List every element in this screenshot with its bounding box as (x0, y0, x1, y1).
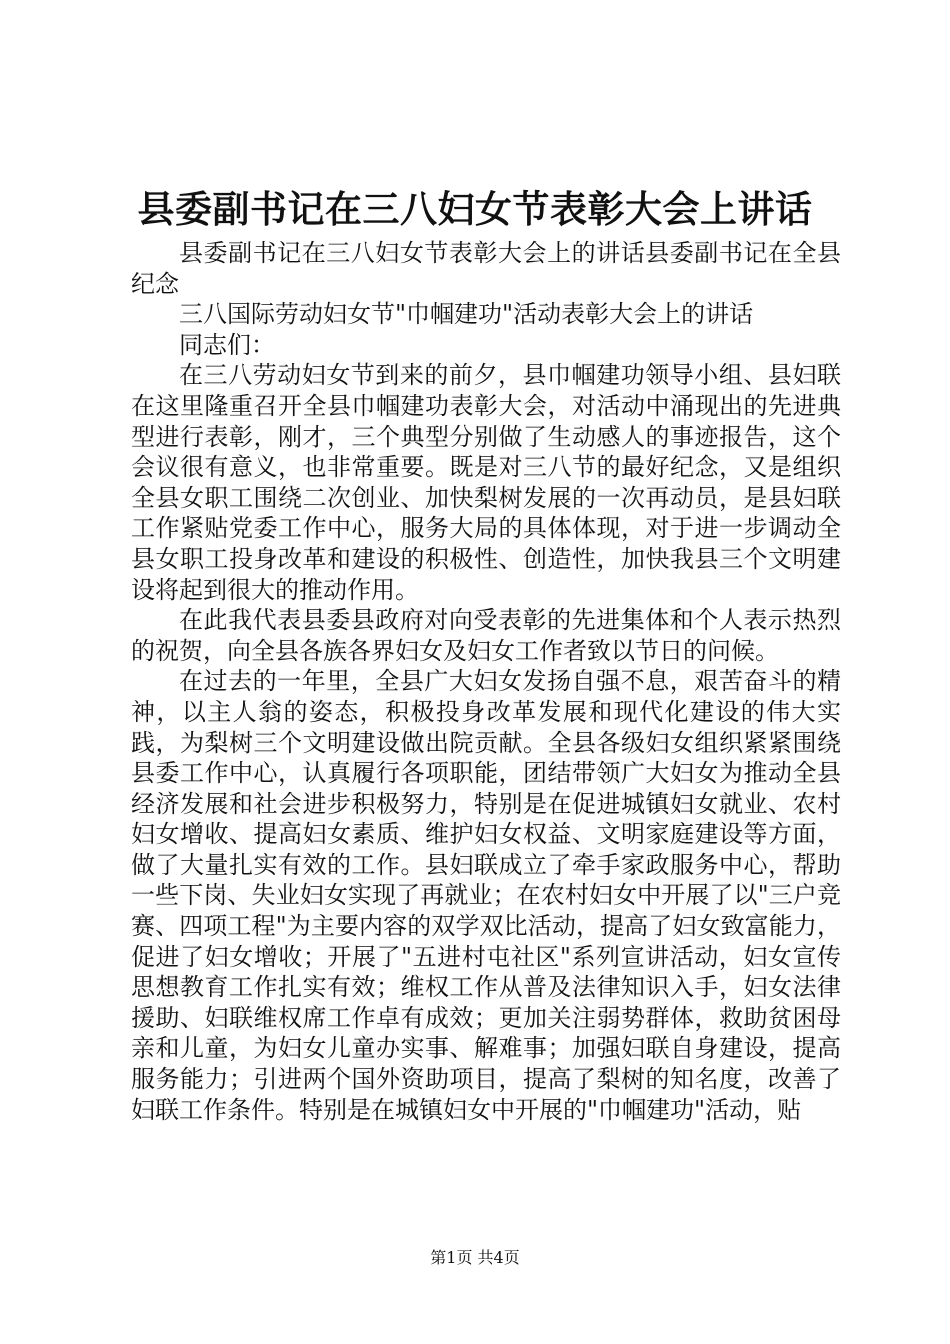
document-body (131, 238, 841, 1125)
page-number-footer: 第1页 共4页 (430, 1248, 520, 1267)
paragraph: 在此我代表县委县政府对向受表彰的先进集体和个人表示热烈的祝贺，向全县各族各界妇女及妇女工作者致以节日的问候。 (131, 606, 841, 665)
paragraph-salutation: 同志们： (179, 330, 275, 359)
document-title: 县委副书记在三八妇女节表彰大会上讲话 (137, 187, 813, 231)
paragraph: 在三八劳动妇女节到来的前夕，县巾帼建功领导小组、县妇联在这里隆重召开全县巾帼建功表彰大会，对活动中涌现出的先进典型进行表彰，刚才，三个典型分别做了生动感人的事迹报告，这个会议很有意义，也非常重要。既是对三八节的最好纪念，又是组织全县女职工围绕二次创业、加快梨树发展的一次再动员，是县妇联工作紧贴党委工作中心，服务大局的具体体现，对于进一步调动全县女职工投身改革和建设的积极性、创造性，加快我县三个文明建设将起到很大的推动作用。 (131, 361, 841, 604)
paragraph: 县委副书记在三八妇女节表彰大会上的讲话县委副书记在全县纪念 (131, 239, 841, 298)
paragraph: 三八国际劳动妇女节"巾帼建功"活动表彰大会上的讲话 (179, 300, 754, 329)
paragraph: 在过去的一年里，全县广大妇女发扬自强不息，艰苦奋斗的精神，以主人翁的姿态，积极投身改革发展和现代化建设的伟大实践，为梨树三个文明建设做出院贡献。全县各级妇女组织紧紧围绕县委工作中心，认真履行各项职能，团结带领广大妇女为推动全县经济发展和社会进步积极努力，特别是在促进城镇妇女就业、农村妇女增收、提高妇女素质、维护妇女权益、文明家庭建设等方面，做了大量扎实有效的工作。县妇联成立了牵手家政服务中心，帮助一些下岗、失业妇女实现了再就业；在农村妇女中开展了以"三户竞赛、四项工程"为主要内容的双学双比活动，提高了妇女致富能力，促进了妇女增收；开展了"五进村屯社区"系列宣讲活动，妇女宣传思想教育工作扎实有效；维权工作从普及法律知识入手，妇女法律援助、妇联维权席工作卓有成效；更加关注弱势群体，救助贫困母亲和儿童，为妇女儿童办实事、解难事；加强妇联自身建设，提高服务能力；引进两个国外资助项目，提高了梨树的知名度，改善了妇联工作条件。特别是在城镇妇女中开展的"巾帼建功"活动，贴 (131, 667, 841, 1124)
